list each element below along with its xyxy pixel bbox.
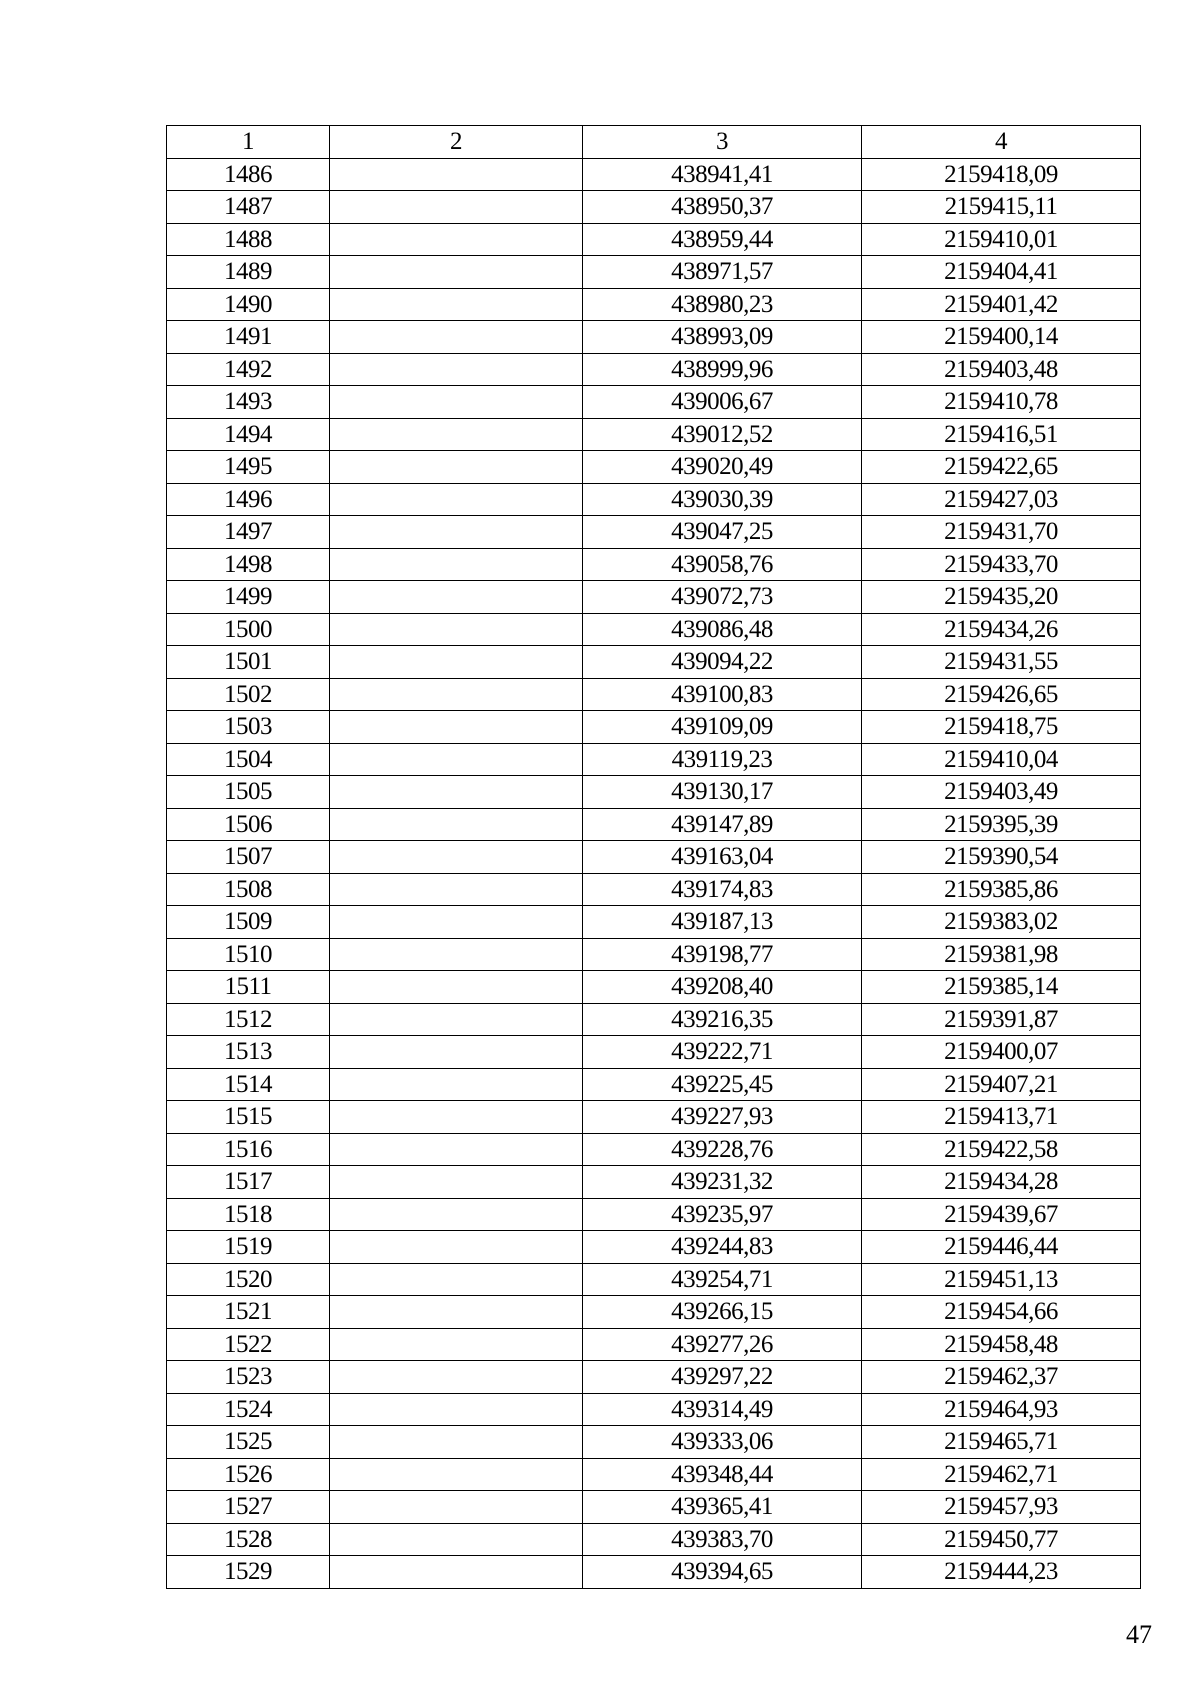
- header-row: [167, 126, 1141, 159]
- point-number-cell: 1520: [167, 1263, 330, 1296]
- table-row: [167, 418, 1141, 451]
- x-coordinate-cell: 438971,57: [583, 256, 862, 289]
- empty-cell: [330, 386, 583, 419]
- y-coordinate-cell: 2159444,23: [862, 1556, 1141, 1589]
- empty-cell: [330, 548, 583, 581]
- x-coordinate-cell: 438959,44: [583, 223, 862, 256]
- x-coordinate-cell: 439086,48: [583, 613, 862, 646]
- x-coordinate-cell: 439100,83: [583, 678, 862, 711]
- table-row: [167, 548, 1141, 581]
- table-row: [167, 1458, 1141, 1491]
- empty-cell: [330, 1458, 583, 1491]
- table-row: [167, 776, 1141, 809]
- empty-cell: [330, 321, 583, 354]
- empty-cell: [330, 906, 583, 939]
- point-number-cell: 1493: [167, 386, 330, 419]
- point-number-cell: 1509: [167, 906, 330, 939]
- y-coordinate-cell: 2159410,78: [862, 386, 1141, 419]
- empty-cell: [330, 743, 583, 776]
- x-coordinate-cell: 439006,67: [583, 386, 862, 419]
- table-row: [167, 223, 1141, 256]
- empty-cell: [330, 1328, 583, 1361]
- table-row: [167, 191, 1141, 224]
- y-coordinate-cell: 2159407,21: [862, 1068, 1141, 1101]
- table-row: [167, 1101, 1141, 1134]
- page-number: 47: [1126, 1620, 1152, 1649]
- x-coordinate-cell: 439216,35: [583, 1003, 862, 1036]
- point-number-cell: 1494: [167, 418, 330, 451]
- point-number-cell: 1489: [167, 256, 330, 289]
- x-coordinate-cell: 439244,83: [583, 1231, 862, 1264]
- y-coordinate-cell: 2159465,71: [862, 1426, 1141, 1459]
- table-row: [167, 581, 1141, 614]
- header-cell-3: 3: [583, 126, 862, 159]
- y-coordinate-cell: 2159446,44: [862, 1231, 1141, 1264]
- x-coordinate-cell: 439130,17: [583, 776, 862, 809]
- x-coordinate-cell: 438941,41: [583, 158, 862, 191]
- y-coordinate-cell: 2159422,58: [862, 1133, 1141, 1166]
- point-number-cell: 1496: [167, 483, 330, 516]
- header-cell-4: 4: [862, 126, 1141, 159]
- table-row: [167, 1003, 1141, 1036]
- point-number-cell: 1527: [167, 1491, 330, 1524]
- table-row: [167, 158, 1141, 191]
- x-coordinate-cell: 439394,65: [583, 1556, 862, 1589]
- y-coordinate-cell: 2159427,03: [862, 483, 1141, 516]
- empty-cell: [330, 353, 583, 386]
- table-row: [167, 1068, 1141, 1101]
- header-cell-1: 1: [167, 126, 330, 159]
- table-row: [167, 841, 1141, 874]
- x-coordinate-cell: 439297,22: [583, 1361, 862, 1394]
- point-number-cell: 1488: [167, 223, 330, 256]
- x-coordinate-cell: 439254,71: [583, 1263, 862, 1296]
- x-coordinate-cell: 439222,71: [583, 1036, 862, 1069]
- point-number-cell: 1501: [167, 646, 330, 679]
- table-row: [167, 353, 1141, 386]
- point-number-cell: 1508: [167, 873, 330, 906]
- empty-cell: [330, 841, 583, 874]
- empty-cell: [330, 1198, 583, 1231]
- empty-cell: [330, 1166, 583, 1199]
- y-coordinate-cell: 2159418,75: [862, 711, 1141, 744]
- y-coordinate-cell: 2159434,26: [862, 613, 1141, 646]
- point-number-cell: 1523: [167, 1361, 330, 1394]
- y-coordinate-cell: 2159462,71: [862, 1458, 1141, 1491]
- y-coordinate-cell: 2159464,93: [862, 1393, 1141, 1426]
- x-coordinate-cell: 439058,76: [583, 548, 862, 581]
- y-coordinate-cell: 2159434,28: [862, 1166, 1141, 1199]
- empty-cell: [330, 1296, 583, 1329]
- point-number-cell: 1528: [167, 1523, 330, 1556]
- empty-cell: [330, 873, 583, 906]
- y-coordinate-cell: 2159415,11: [862, 191, 1141, 224]
- point-number-cell: 1505: [167, 776, 330, 809]
- empty-cell: [330, 1491, 583, 1524]
- point-number-cell: 1486: [167, 158, 330, 191]
- table-row: [167, 288, 1141, 321]
- empty-cell: [330, 971, 583, 1004]
- point-number-cell: 1492: [167, 353, 330, 386]
- x-coordinate-cell: 439225,45: [583, 1068, 862, 1101]
- x-coordinate-cell: 439383,70: [583, 1523, 862, 1556]
- empty-cell: [330, 1003, 583, 1036]
- empty-cell: [330, 288, 583, 321]
- coordinates-table: [166, 125, 1141, 1589]
- table-row: [167, 256, 1141, 289]
- table-row: [167, 613, 1141, 646]
- point-number-cell: 1499: [167, 581, 330, 614]
- x-coordinate-cell: 438950,37: [583, 191, 862, 224]
- coordinates-sheet: [166, 125, 1140, 1589]
- table-row: [167, 906, 1141, 939]
- y-coordinate-cell: 2159462,37: [862, 1361, 1141, 1394]
- empty-cell: [330, 1101, 583, 1134]
- x-coordinate-cell: 439365,41: [583, 1491, 862, 1524]
- point-number-cell: 1526: [167, 1458, 330, 1491]
- point-number-cell: 1525: [167, 1426, 330, 1459]
- x-coordinate-cell: 439277,26: [583, 1328, 862, 1361]
- point-number-cell: 1518: [167, 1198, 330, 1231]
- empty-cell: [330, 776, 583, 809]
- empty-cell: [330, 516, 583, 549]
- table-row: [167, 1231, 1141, 1264]
- x-coordinate-cell: 438999,96: [583, 353, 862, 386]
- x-coordinate-cell: 439047,25: [583, 516, 862, 549]
- table-body: [167, 158, 1141, 1588]
- point-number-cell: 1512: [167, 1003, 330, 1036]
- x-coordinate-cell: 439227,93: [583, 1101, 862, 1134]
- empty-cell: [330, 1426, 583, 1459]
- table-row: [167, 1426, 1141, 1459]
- x-coordinate-cell: 439174,83: [583, 873, 862, 906]
- empty-cell: [330, 451, 583, 484]
- x-coordinate-cell: 439163,04: [583, 841, 862, 874]
- empty-cell: [330, 483, 583, 516]
- y-coordinate-cell: 2159395,39: [862, 808, 1141, 841]
- x-coordinate-cell: 439030,39: [583, 483, 862, 516]
- table-row: [167, 1036, 1141, 1069]
- table-row: [167, 1556, 1141, 1589]
- y-coordinate-cell: 2159422,65: [862, 451, 1141, 484]
- table-row: [167, 743, 1141, 776]
- table-row: [167, 1133, 1141, 1166]
- point-number-cell: 1503: [167, 711, 330, 744]
- y-coordinate-cell: 2159383,02: [862, 906, 1141, 939]
- y-coordinate-cell: 2159385,14: [862, 971, 1141, 1004]
- point-number-cell: 1504: [167, 743, 330, 776]
- empty-cell: [330, 711, 583, 744]
- table-row: [167, 1328, 1141, 1361]
- point-number-cell: 1529: [167, 1556, 330, 1589]
- table-row: [167, 938, 1141, 971]
- empty-cell: [330, 1036, 583, 1069]
- empty-cell: [330, 613, 583, 646]
- point-number-cell: 1514: [167, 1068, 330, 1101]
- point-number-cell: 1521: [167, 1296, 330, 1329]
- x-coordinate-cell: 439333,06: [583, 1426, 862, 1459]
- empty-cell: [330, 1393, 583, 1426]
- x-coordinate-cell: 439072,73: [583, 581, 862, 614]
- point-number-cell: 1500: [167, 613, 330, 646]
- table-header: [167, 126, 1141, 159]
- point-number-cell: 1487: [167, 191, 330, 224]
- table-row: [167, 711, 1141, 744]
- y-coordinate-cell: 2159426,65: [862, 678, 1141, 711]
- empty-cell: [330, 1133, 583, 1166]
- empty-cell: [330, 158, 583, 191]
- point-number-cell: 1522: [167, 1328, 330, 1361]
- empty-cell: [330, 646, 583, 679]
- empty-cell: [330, 1556, 583, 1589]
- empty-cell: [330, 938, 583, 971]
- y-coordinate-cell: 2159458,48: [862, 1328, 1141, 1361]
- x-coordinate-cell: 438980,23: [583, 288, 862, 321]
- x-coordinate-cell: 439187,13: [583, 906, 862, 939]
- x-coordinate-cell: 439020,49: [583, 451, 862, 484]
- y-coordinate-cell: 2159431,70: [862, 516, 1141, 549]
- point-number-cell: 1524: [167, 1393, 330, 1426]
- table-row: [167, 386, 1141, 419]
- table-row: [167, 1198, 1141, 1231]
- empty-cell: [330, 808, 583, 841]
- point-number-cell: 1516: [167, 1133, 330, 1166]
- y-coordinate-cell: 2159403,48: [862, 353, 1141, 386]
- point-number-cell: 1507: [167, 841, 330, 874]
- y-coordinate-cell: 2159410,04: [862, 743, 1141, 776]
- x-coordinate-cell: 439228,76: [583, 1133, 862, 1166]
- x-coordinate-cell: 439348,44: [583, 1458, 862, 1491]
- point-number-cell: 1502: [167, 678, 330, 711]
- point-number-cell: 1506: [167, 808, 330, 841]
- point-number-cell: 1490: [167, 288, 330, 321]
- point-number-cell: 1491: [167, 321, 330, 354]
- y-coordinate-cell: 2159416,51: [862, 418, 1141, 451]
- y-coordinate-cell: 2159381,98: [862, 938, 1141, 971]
- table-row: [167, 971, 1141, 1004]
- y-coordinate-cell: 2159439,67: [862, 1198, 1141, 1231]
- table-row: [167, 1523, 1141, 1556]
- y-coordinate-cell: 2159390,54: [862, 841, 1141, 874]
- point-number-cell: 1497: [167, 516, 330, 549]
- point-number-cell: 1513: [167, 1036, 330, 1069]
- x-coordinate-cell: 439119,23: [583, 743, 862, 776]
- point-number-cell: 1510: [167, 938, 330, 971]
- empty-cell: [330, 1361, 583, 1394]
- table-row: [167, 1393, 1141, 1426]
- y-coordinate-cell: 2159418,09: [862, 158, 1141, 191]
- empty-cell: [330, 223, 583, 256]
- table-row: [167, 808, 1141, 841]
- header-cell-2: 2: [330, 126, 583, 159]
- empty-cell: [330, 581, 583, 614]
- point-number-cell: 1515: [167, 1101, 330, 1134]
- x-coordinate-cell: 439109,09: [583, 711, 862, 744]
- table-row: [167, 1491, 1141, 1524]
- empty-cell: [330, 256, 583, 289]
- y-coordinate-cell: 2159413,71: [862, 1101, 1141, 1134]
- point-number-cell: 1519: [167, 1231, 330, 1264]
- point-number-cell: 1498: [167, 548, 330, 581]
- table-row: [167, 1166, 1141, 1199]
- y-coordinate-cell: 2159450,77: [862, 1523, 1141, 1556]
- x-coordinate-cell: 439094,22: [583, 646, 862, 679]
- table-row: [167, 646, 1141, 679]
- y-coordinate-cell: 2159391,87: [862, 1003, 1141, 1036]
- y-coordinate-cell: 2159457,93: [862, 1491, 1141, 1524]
- x-coordinate-cell: 439231,32: [583, 1166, 862, 1199]
- point-number-cell: 1495: [167, 451, 330, 484]
- table-row: [167, 873, 1141, 906]
- y-coordinate-cell: 2159451,13: [862, 1263, 1141, 1296]
- empty-cell: [330, 418, 583, 451]
- table-row: [167, 1263, 1141, 1296]
- y-coordinate-cell: 2159400,07: [862, 1036, 1141, 1069]
- point-number-cell: 1511: [167, 971, 330, 1004]
- y-coordinate-cell: 2159400,14: [862, 321, 1141, 354]
- table-row: [167, 483, 1141, 516]
- y-coordinate-cell: 2159454,66: [862, 1296, 1141, 1329]
- x-coordinate-cell: 439198,77: [583, 938, 862, 971]
- x-coordinate-cell: 439208,40: [583, 971, 862, 1004]
- table-row: [167, 678, 1141, 711]
- empty-cell: [330, 1068, 583, 1101]
- empty-cell: [330, 1231, 583, 1264]
- point-number-cell: 1517: [167, 1166, 330, 1199]
- table-row: [167, 321, 1141, 354]
- empty-cell: [330, 1523, 583, 1556]
- y-coordinate-cell: 2159401,42: [862, 288, 1141, 321]
- y-coordinate-cell: 2159431,55: [862, 646, 1141, 679]
- y-coordinate-cell: 2159404,41: [862, 256, 1141, 289]
- empty-cell: [330, 191, 583, 224]
- empty-cell: [330, 678, 583, 711]
- table-row: [167, 516, 1141, 549]
- y-coordinate-cell: 2159385,86: [862, 873, 1141, 906]
- x-coordinate-cell: 439012,52: [583, 418, 862, 451]
- x-coordinate-cell: 439147,89: [583, 808, 862, 841]
- table-row: [167, 451, 1141, 484]
- x-coordinate-cell: 439314,49: [583, 1393, 862, 1426]
- x-coordinate-cell: 439235,97: [583, 1198, 862, 1231]
- empty-cell: [330, 1263, 583, 1296]
- x-coordinate-cell: 438993,09: [583, 321, 862, 354]
- x-coordinate-cell: 439266,15: [583, 1296, 862, 1329]
- y-coordinate-cell: 2159433,70: [862, 548, 1141, 581]
- y-coordinate-cell: 2159410,01: [862, 223, 1141, 256]
- y-coordinate-cell: 2159403,49: [862, 776, 1141, 809]
- table-row: [167, 1361, 1141, 1394]
- table-row: [167, 1296, 1141, 1329]
- y-coordinate-cell: 2159435,20: [862, 581, 1141, 614]
